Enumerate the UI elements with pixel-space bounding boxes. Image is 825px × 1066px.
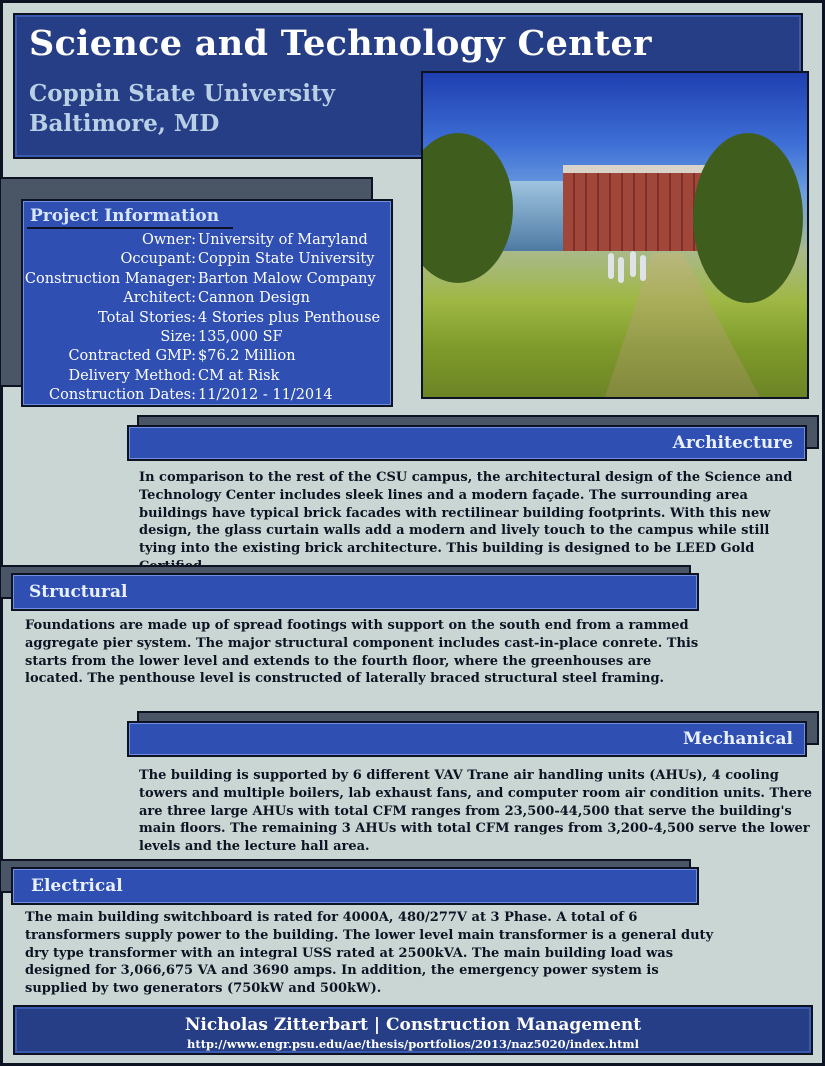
- info-row: Delivery Method: CM at Risk: [68, 367, 280, 384]
- structural-text: Foundations are made up of spread footings with support on the south end from a rammed aggregate pier system. The major structural component includes cast-in-place conrete. This starts from the lower level and extends to the fourth floor, where the greenhouses are located. The penthouse level is constructed of laterally braced structural steel framing.: [25, 618, 699, 687]
- location: Baltimore, MD: [29, 110, 220, 137]
- poster-page: [3, 3, 822, 1063]
- page-title: Science and Technology Center: [29, 23, 652, 64]
- footer-banner: [13, 1005, 813, 1055]
- info-row: Total Stories: 4 Stories plus Penthouse: [98, 309, 381, 326]
- project-info-heading: Project Information: [30, 206, 220, 226]
- info-row: Construction Dates: 11/2012 - 11/2014: [49, 387, 333, 404]
- building-rendering-image: [421, 71, 809, 399]
- info-row: Contracted GMP: $76.2 Million: [68, 348, 296, 365]
- heading-underline: [27, 227, 233, 229]
- info-row: Occupant: Coppin State University: [120, 251, 375, 268]
- info-row: Owner: University of Maryland: [141, 232, 368, 248]
- architecture-heading: Architecture: [127, 425, 807, 461]
- info-row: Size: 135,000 SF: [160, 328, 283, 345]
- electrical-heading: Electrical: [11, 867, 699, 905]
- structural-heading: Structural: [11, 573, 699, 611]
- mechanical-text: The building is supported by 6 different VAV Trane air handling units (AHUs), 4 cooling towers and multiple boilers, lab exhaust fans, and computer room air condition units. There are three large AHUs with total CFM ranges from 23,500-44,500 that serve the building's main floors. The remaining 3 AHUs with total CFM ranges from 3,200-4,500 serve the lower levels and the lecture hall area.: [139, 768, 813, 855]
- architecture-text: In comparison to the rest of the CSU campus, the architectural design of the Science and Technology Center includes sleek lines and a modern façade. The surrounding area buildings have typical brick facades with rectilinear building footprints. With this new design, the glass curtain walls add a modern and lively touch to the campus while still tying into the existing brick architecture. This building is designed to be LEED Gold: [139, 470, 793, 557]
- project-info-panel: [21, 199, 393, 407]
- author-name: Nicholas Zitterbart | Construction Management: [184, 1015, 642, 1035]
- mechanical-heading: Mechanical: [127, 721, 807, 757]
- university-name: Coppin State University: [29, 80, 335, 107]
- portfolio-link[interactable]: http://www.engr.psu.edu/ae/thesis/portfolios/2013/naz5020/index.html: [187, 1037, 639, 1051]
- info-row: Architect: Cannon Design: [123, 290, 310, 307]
- electrical-text: The main building switchboard is rated for 4000A, 480/277V at 3 Phase. A total of 6 transformers supply power to the building. The lower level main transformer is a general duty dry type transformer with an integral USS rated at 2500kVA. The main building load was designed for 3,066,675 VA and 3690 amps. In addition, the emergency power system is supplied by two generators (750kW and 500kW).: [25, 910, 714, 997]
- info-row: Construction Manager: Barton Malow Company: [24, 270, 376, 287]
- page-subtitle: [29, 79, 335, 139]
- project-info-table: [23, 231, 393, 406]
